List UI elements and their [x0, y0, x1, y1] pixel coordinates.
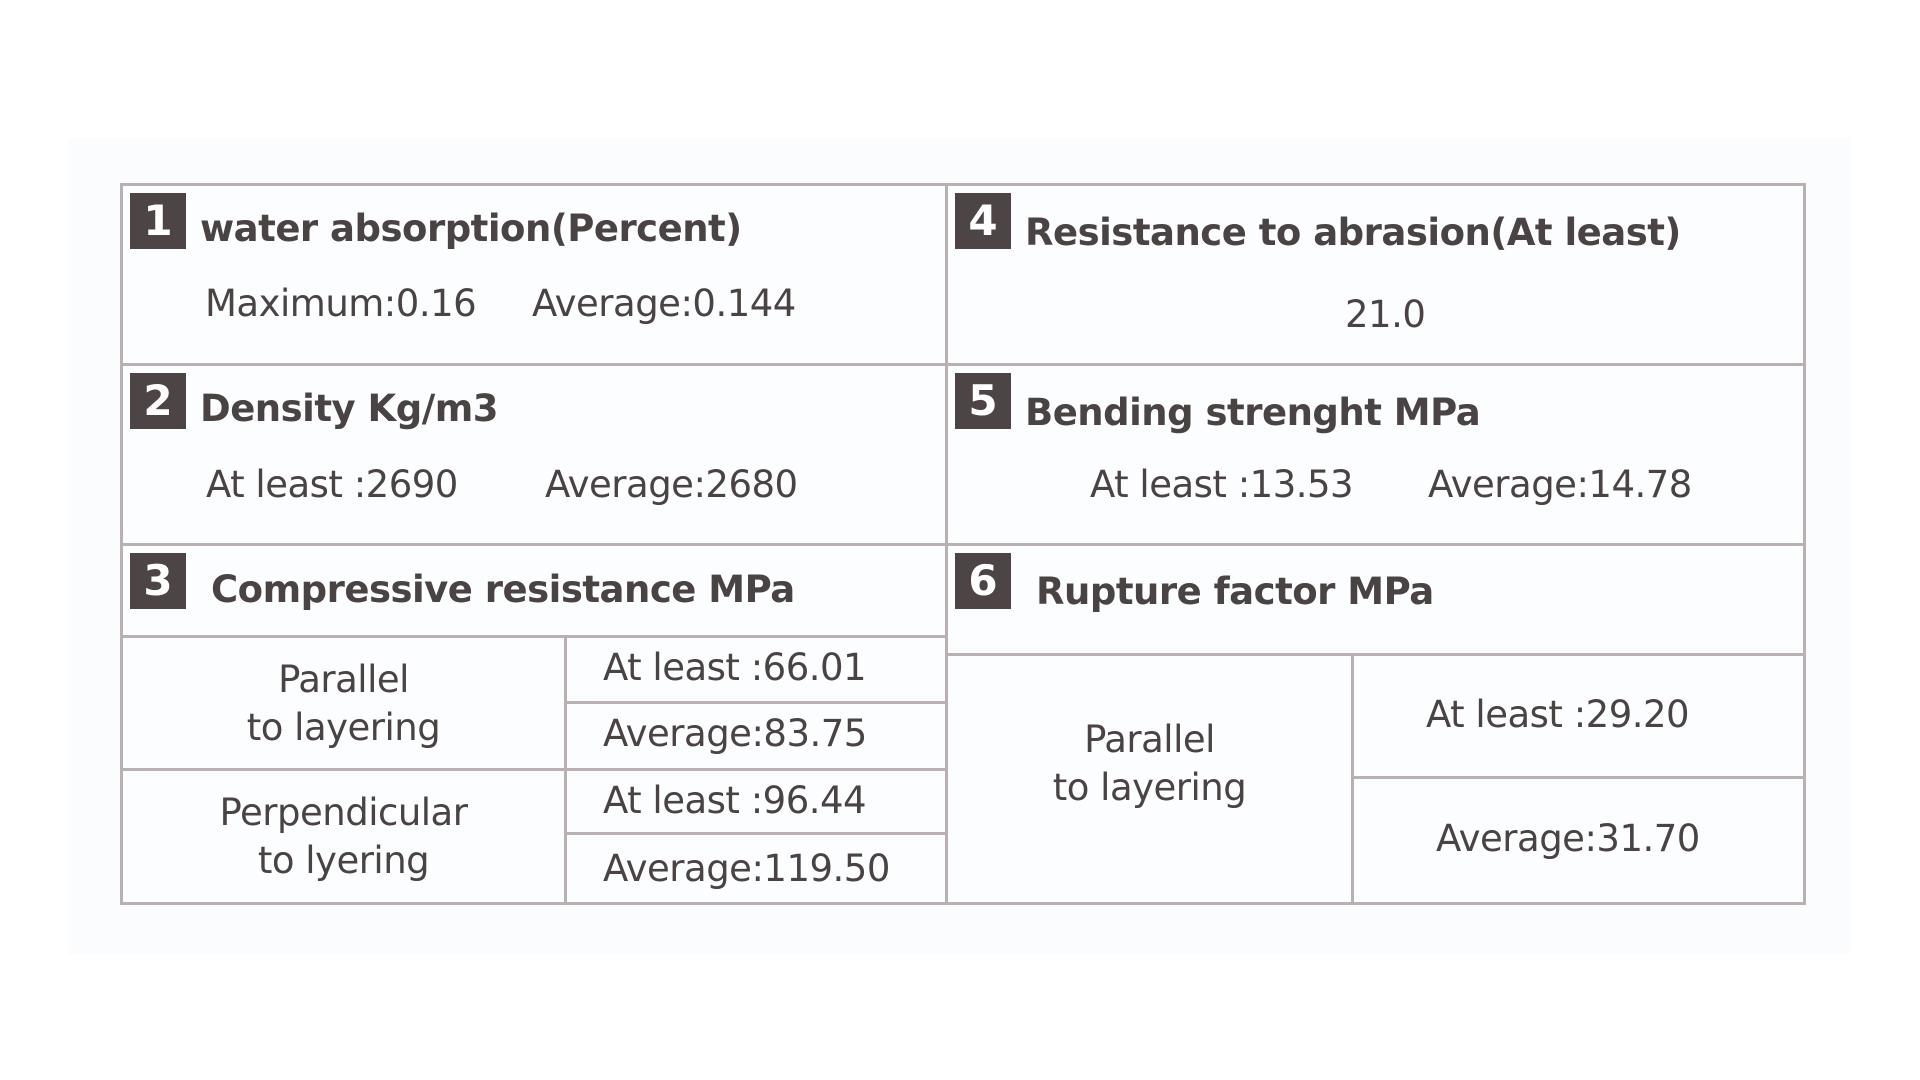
section-number-badge: 2 — [130, 373, 186, 429]
section-number-badge: 4 — [955, 193, 1011, 249]
value-at-least: 21.0 — [1345, 293, 1426, 336]
value-at-least: At least :29.20 — [1426, 693, 1690, 736]
value-average: Average:31.70 — [1436, 817, 1700, 860]
value-at-least: At least :96.44 — [603, 779, 867, 822]
section-water-absorption — [123, 186, 945, 363]
row-label-parallel: Parallel to layering — [1052, 718, 1247, 809]
section-density — [123, 366, 945, 543]
value-average: Average:119.50 — [603, 847, 890, 890]
section-bending-strength — [948, 366, 1803, 543]
section-number-badge: 6 — [955, 553, 1011, 609]
section-title: Rupture factor MPa — [1036, 570, 1434, 613]
section-title: Bending strenght MPa — [1025, 391, 1481, 434]
section-number-badge: 5 — [955, 373, 1011, 429]
section-title: Density Kg/m3 — [200, 387, 499, 430]
value-maximum: Maximum:0.16 — [205, 282, 477, 325]
section-title: water absorption(Percent) — [200, 207, 742, 250]
value-average: Average:83.75 — [603, 712, 867, 755]
value-at-least: At least :13.53 — [1090, 463, 1354, 506]
row-label-perpendicular: Perpendicular to lyering — [219, 791, 468, 882]
section-number-badge: 3 — [130, 553, 186, 609]
value-average: Average:0.144 — [532, 282, 796, 325]
value-average: Average:2680 — [545, 463, 798, 506]
value-average: Average:14.78 — [1428, 463, 1692, 506]
section-title: Compressive resistance MPa — [211, 568, 795, 611]
properties-table — [120, 183, 1806, 905]
section-title: Resistance to abrasion(At least) — [1025, 211, 1681, 254]
value-at-least: At least :2690 — [206, 463, 458, 506]
value-at-least: At least :66.01 — [603, 646, 867, 689]
section-number-badge: 1 — [130, 193, 186, 249]
row-label-parallel: Parallel to layering — [246, 658, 441, 749]
section-abrasion-resistance — [948, 186, 1803, 363]
